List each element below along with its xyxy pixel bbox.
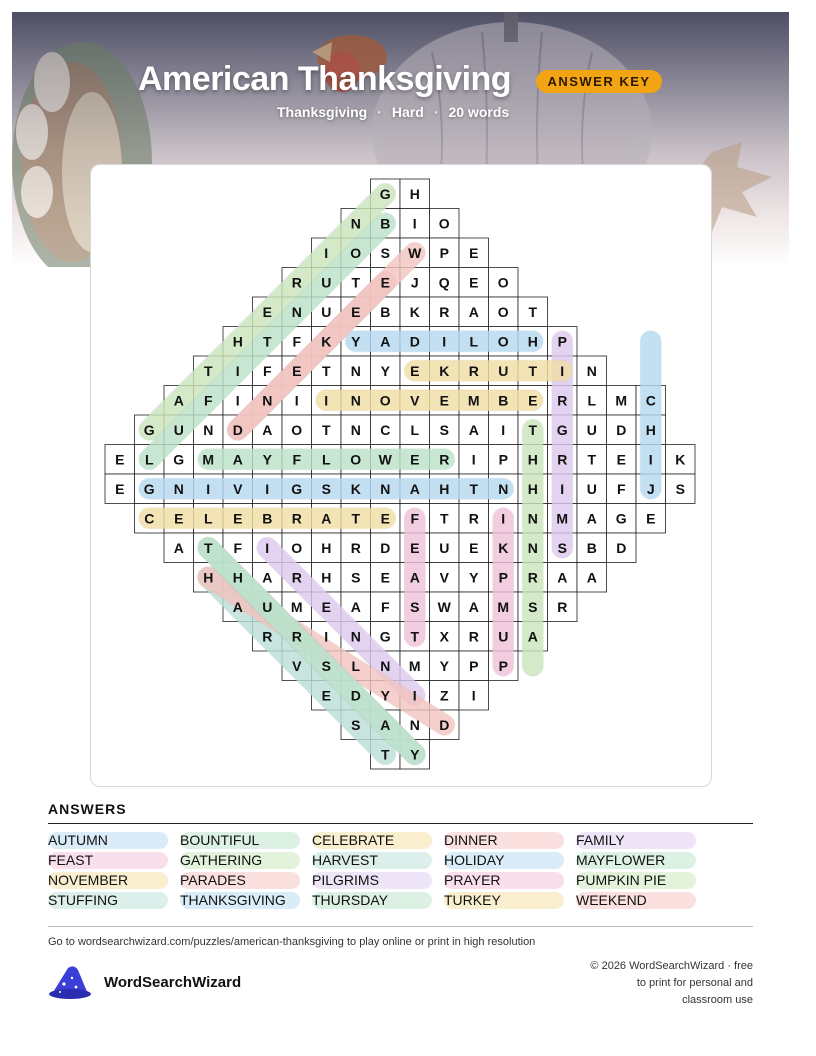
grid-letter: W bbox=[408, 244, 422, 261]
answer-label: FEAST bbox=[48, 852, 94, 868]
grid-letter: U bbox=[439, 539, 450, 556]
grid-letter: A bbox=[380, 716, 391, 733]
grid-letter: V bbox=[439, 569, 449, 586]
grid-letter: U bbox=[498, 628, 509, 645]
grid-letter: E bbox=[380, 510, 390, 527]
grid-letter: Y bbox=[380, 687, 390, 704]
grid-letter: H bbox=[439, 480, 450, 497]
grid-letter: B bbox=[262, 510, 273, 527]
grid-letter: Y bbox=[351, 333, 361, 350]
answer-item bbox=[444, 851, 576, 869]
grid-letter: O bbox=[291, 539, 303, 556]
grid-letter: P bbox=[498, 657, 508, 674]
grid-letter: U bbox=[321, 274, 332, 291]
grid-letter: Y bbox=[410, 746, 420, 763]
grid-letter: F bbox=[292, 451, 302, 468]
answer-label: HOLIDAY bbox=[444, 852, 505, 868]
grid-letter: A bbox=[380, 333, 391, 350]
grid-letter: O bbox=[350, 244, 362, 261]
grid-letter: W bbox=[378, 451, 392, 468]
grid-letter: R bbox=[291, 510, 302, 527]
answer-item bbox=[576, 871, 708, 889]
grid-letter: M bbox=[556, 510, 569, 527]
grid-letter: W bbox=[437, 598, 451, 615]
grid-letter: R bbox=[557, 451, 568, 468]
grid-letter: V bbox=[292, 657, 302, 674]
grid-letter: Y bbox=[262, 451, 272, 468]
grid-letter: O bbox=[497, 274, 509, 291]
grid-letter: B bbox=[586, 539, 597, 556]
grid-letter: E bbox=[380, 569, 390, 586]
grid-letter: A bbox=[468, 598, 479, 615]
grid-letter: H bbox=[527, 480, 538, 497]
grid-letter: I bbox=[560, 480, 565, 497]
grid-letter: Y bbox=[380, 362, 390, 379]
grid-letter: D bbox=[616, 539, 627, 556]
grid-letter: T bbox=[439, 510, 449, 527]
grid-letter: H bbox=[232, 333, 243, 350]
grid-letter: A bbox=[262, 421, 273, 438]
grid-letter: C bbox=[645, 392, 656, 409]
grid-letter: G bbox=[173, 451, 185, 468]
grid-letter: L bbox=[321, 451, 331, 468]
puzzle-card bbox=[90, 164, 712, 787]
grid-letter: L bbox=[351, 657, 361, 674]
grid-letter: R bbox=[291, 274, 302, 291]
grid-letter: N bbox=[380, 480, 391, 497]
grid-letter: K bbox=[350, 480, 361, 497]
grid-letter: E bbox=[469, 539, 479, 556]
answer-label: GATHERING bbox=[180, 852, 263, 868]
answer-item bbox=[312, 891, 444, 909]
answers-list bbox=[48, 831, 753, 909]
grid-letter: I bbox=[235, 362, 240, 379]
answer-item bbox=[444, 871, 576, 889]
answer-label: NOVEMBER bbox=[48, 872, 129, 888]
grid-letter: T bbox=[528, 303, 538, 320]
grid-letter: T bbox=[351, 510, 361, 527]
grid-letter: J bbox=[410, 274, 419, 291]
wizard-hat-icon bbox=[48, 964, 92, 1000]
copyright-text: © 2026 WordSearchWizard · free to print for personal and classroom use bbox=[590, 960, 753, 1006]
answer-label: HARVEST bbox=[312, 852, 378, 868]
answer-label: BOUNTIFUL bbox=[180, 832, 260, 848]
grid-letter: C bbox=[380, 421, 391, 438]
grid-letter: N bbox=[350, 215, 361, 232]
grid-letter: N bbox=[527, 539, 538, 556]
grid-letter: R bbox=[350, 539, 361, 556]
grid-letter: B bbox=[498, 392, 509, 409]
grid-letter: E bbox=[380, 274, 390, 291]
grid-letter: S bbox=[351, 569, 361, 586]
grid-letter: A bbox=[409, 569, 420, 586]
grid-letter: U bbox=[262, 598, 273, 615]
grid-letter: H bbox=[409, 185, 420, 202]
grid-letter: K bbox=[321, 333, 332, 350]
grid-letter: A bbox=[262, 569, 273, 586]
grid-letter: A bbox=[173, 539, 184, 556]
grid-letter: A bbox=[586, 569, 597, 586]
grid-letter: D bbox=[409, 333, 420, 350]
grid-letter: J bbox=[646, 480, 655, 497]
grid-letter: M bbox=[615, 392, 628, 409]
footer-link-text[interactable]: Go to wordsearchwizard.com/puzzles/american-thanksgiving to play online or print in high resolution bbox=[48, 936, 536, 948]
grid-letter: R bbox=[468, 628, 479, 645]
grid-letter: U bbox=[586, 421, 597, 438]
grid-letter: E bbox=[292, 362, 302, 379]
grid-letter: H bbox=[203, 569, 214, 586]
answer-label: FAMILY bbox=[576, 832, 625, 848]
grid-letter: X bbox=[439, 628, 449, 645]
grid-letter: H bbox=[527, 333, 538, 350]
answer-label: PUMPKIN PIE bbox=[576, 872, 667, 888]
grid-letter: T bbox=[262, 333, 272, 350]
grid-letter: R bbox=[291, 628, 302, 645]
grid-letter: P bbox=[557, 333, 567, 350]
grid-letter: V bbox=[410, 392, 420, 409]
grid-letter: M bbox=[497, 598, 510, 615]
answer-label: PRAYER bbox=[444, 872, 501, 888]
answer-item bbox=[576, 891, 708, 909]
grid-letter: T bbox=[203, 539, 213, 556]
answer-item bbox=[48, 871, 180, 889]
grid-letter: N bbox=[409, 716, 420, 733]
grid-letter: T bbox=[469, 480, 479, 497]
grid-letter: R bbox=[557, 598, 568, 615]
word-count-label: 20 words bbox=[448, 104, 510, 120]
grid-letter: L bbox=[203, 510, 213, 527]
grid-letter: I bbox=[265, 480, 270, 497]
grid-letter: I bbox=[501, 510, 506, 527]
grid-letter: E bbox=[616, 451, 626, 468]
grid-letter: T bbox=[587, 451, 597, 468]
grid-letter: L bbox=[469, 333, 479, 350]
grid-letter: I bbox=[442, 333, 447, 350]
grid-letter: A bbox=[468, 303, 479, 320]
grid-letter: S bbox=[380, 244, 390, 261]
grid-letter: N bbox=[527, 510, 538, 527]
grid-letter: E bbox=[233, 510, 243, 527]
grid-letter: A bbox=[409, 480, 420, 497]
grid-letter: N bbox=[262, 392, 273, 409]
brand-name: WordSearchWizard bbox=[104, 973, 242, 991]
grid-letter: E bbox=[439, 392, 449, 409]
page-title: American Thanksgiving bbox=[138, 60, 512, 98]
grid-letter: R bbox=[557, 392, 568, 409]
grid-letter: N bbox=[291, 303, 302, 320]
answers-heading: ANSWERS bbox=[48, 801, 127, 817]
answer-item bbox=[180, 891, 312, 909]
grid-letter: N bbox=[586, 362, 597, 379]
grid-letter: E bbox=[351, 303, 361, 320]
theme-label: Thanksgiving bbox=[277, 104, 368, 120]
grid-letter: M bbox=[202, 451, 215, 468]
grid-letter: R bbox=[468, 362, 479, 379]
grid-letter: N bbox=[173, 480, 184, 497]
grid-letter: P bbox=[498, 569, 508, 586]
grid-letter: E bbox=[469, 244, 479, 261]
grid-letter: N bbox=[350, 362, 361, 379]
grid-letter: S bbox=[410, 598, 420, 615]
answer-label: PILGRIMS bbox=[312, 872, 379, 888]
answer-item bbox=[444, 891, 576, 909]
grid-letter: E bbox=[646, 510, 656, 527]
grid-letter: K bbox=[675, 451, 686, 468]
grid-letter: E bbox=[410, 362, 420, 379]
meta-separator: · bbox=[377, 104, 382, 120]
grid-letter: E bbox=[321, 598, 331, 615]
answer-label: THANKSGIVING bbox=[180, 892, 286, 908]
grid-letter: I bbox=[412, 215, 417, 232]
grid-letter: D bbox=[616, 421, 627, 438]
word-search-grid bbox=[91, 165, 713, 788]
grid-letter: C bbox=[144, 510, 155, 527]
grid-letter: L bbox=[587, 392, 597, 409]
grid-letter: O bbox=[497, 333, 509, 350]
grid-letter: N bbox=[203, 421, 214, 438]
grid-letter: S bbox=[439, 421, 449, 438]
answer-label: MAYFLOWER bbox=[576, 852, 666, 868]
answer-item bbox=[48, 831, 180, 849]
grid-letter: T bbox=[321, 421, 331, 438]
answer-item bbox=[576, 851, 708, 869]
difficulty-label: Hard bbox=[391, 104, 424, 120]
grid-letter: T bbox=[351, 274, 361, 291]
grid-letter: G bbox=[379, 185, 391, 202]
grid-letter: O bbox=[497, 303, 509, 320]
grid-letter: S bbox=[557, 539, 567, 556]
grid-letter: F bbox=[292, 333, 302, 350]
grid-letter: G bbox=[556, 421, 568, 438]
grid-letter: P bbox=[439, 244, 449, 261]
grid-letter: E bbox=[410, 539, 420, 556]
grid-letter: B bbox=[380, 215, 391, 232]
answer-item bbox=[180, 851, 312, 869]
grid-letter: R bbox=[468, 510, 479, 527]
grid-letter: A bbox=[557, 569, 568, 586]
grid-letter: I bbox=[265, 539, 270, 556]
grid-letter: M bbox=[290, 598, 303, 615]
grid-letter: S bbox=[351, 716, 361, 733]
grid-letter: E bbox=[115, 480, 125, 497]
grid-letter: I bbox=[560, 362, 565, 379]
brand[interactable] bbox=[48, 964, 241, 1000]
grid-letter: N bbox=[350, 392, 361, 409]
grid-letter: A bbox=[173, 392, 184, 409]
answer-label: TURKEY bbox=[444, 892, 501, 908]
answer-item bbox=[312, 871, 444, 889]
grid-letter: P bbox=[498, 451, 508, 468]
grid-letter: I bbox=[235, 392, 240, 409]
answer-label: WEEKEND bbox=[576, 892, 647, 908]
grid-letter: Y bbox=[469, 569, 479, 586]
footer-divider bbox=[48, 926, 753, 927]
grid-letter: E bbox=[410, 451, 420, 468]
answer-item bbox=[312, 851, 444, 869]
grid-letter: R bbox=[291, 569, 302, 586]
answer-label: PARADES bbox=[180, 872, 246, 888]
grid-letter: H bbox=[321, 569, 332, 586]
grid-letter: K bbox=[409, 303, 420, 320]
grid-letter: M bbox=[467, 392, 480, 409]
grid-letter: E bbox=[174, 510, 184, 527]
grid-letter: R bbox=[439, 303, 450, 320]
grid-letter: I bbox=[324, 628, 329, 645]
answer-item bbox=[180, 831, 312, 849]
grid-letter: G bbox=[379, 628, 391, 645]
grid-letter: F bbox=[262, 362, 272, 379]
grid-letter: T bbox=[528, 421, 538, 438]
grid-letter: I bbox=[324, 244, 329, 261]
grid-letter: F bbox=[380, 598, 390, 615]
grid-letter: R bbox=[527, 569, 538, 586]
grid-letter: D bbox=[439, 716, 450, 733]
grid-letter: U bbox=[586, 480, 597, 497]
grid-letter: U bbox=[173, 421, 184, 438]
grid-letter: O bbox=[350, 451, 362, 468]
grid-letter: E bbox=[115, 451, 125, 468]
grid-letter: M bbox=[408, 657, 421, 674]
answer-label: DINNER bbox=[444, 832, 498, 848]
grid-letter: H bbox=[232, 569, 243, 586]
grid-letter: L bbox=[410, 421, 420, 438]
grid-letter: U bbox=[498, 362, 509, 379]
grid-letter: E bbox=[262, 303, 272, 320]
grid-letter: Z bbox=[439, 687, 449, 704]
answer-item bbox=[312, 831, 444, 849]
grid-letter: D bbox=[350, 687, 361, 704]
grid-letter: S bbox=[321, 657, 331, 674]
grid-letter: V bbox=[233, 480, 243, 497]
grid-letter: I bbox=[501, 421, 506, 438]
grid-letter: I bbox=[412, 687, 417, 704]
meta-separator: · bbox=[433, 104, 439, 120]
answer-item bbox=[48, 891, 180, 909]
answer-label: CELEBRATE bbox=[312, 832, 395, 848]
grid-letter: N bbox=[498, 480, 509, 497]
grid-letter: S bbox=[675, 480, 685, 497]
grid-letter: G bbox=[143, 480, 155, 497]
grid-letter: E bbox=[528, 392, 538, 409]
grid-letter: N bbox=[350, 628, 361, 645]
grid-letter: U bbox=[321, 303, 332, 320]
grid-letter: F bbox=[203, 392, 213, 409]
grid-letter: D bbox=[380, 539, 391, 556]
grid-letter: A bbox=[321, 510, 332, 527]
grid-letter: K bbox=[498, 539, 509, 556]
grid-letter: O bbox=[291, 421, 303, 438]
grid-letter: Y bbox=[439, 657, 449, 674]
grid-letter: A bbox=[232, 451, 243, 468]
grid-letter: F bbox=[233, 539, 243, 556]
grid-letter: H bbox=[527, 451, 538, 468]
answers-divider bbox=[48, 823, 753, 824]
grid-letter: T bbox=[321, 362, 331, 379]
grid-letter: A bbox=[232, 598, 243, 615]
grid-letter: T bbox=[410, 628, 420, 645]
grid-letter: A bbox=[350, 598, 361, 615]
grid-letter: G bbox=[615, 510, 627, 527]
answer-label: AUTUMN bbox=[48, 832, 108, 848]
grid-letter: Q bbox=[438, 274, 450, 291]
grid-letter: I bbox=[324, 392, 329, 409]
grid-letter: D bbox=[232, 421, 243, 438]
grid-letter: O bbox=[438, 215, 450, 232]
grid-letter: A bbox=[527, 628, 538, 645]
answer-item bbox=[576, 831, 708, 849]
answer-label: THURSDAY bbox=[312, 892, 388, 908]
grid-letter: I bbox=[206, 480, 211, 497]
grid-letter: G bbox=[143, 421, 155, 438]
grid-letter: T bbox=[380, 746, 390, 763]
grid-letter: I bbox=[294, 392, 299, 409]
grid-letter: T bbox=[528, 362, 538, 379]
grid-letter: P bbox=[469, 657, 479, 674]
grid-letter: S bbox=[528, 598, 538, 615]
answer-item bbox=[48, 851, 180, 869]
grid-letter: H bbox=[321, 539, 332, 556]
grid-letter: L bbox=[144, 451, 154, 468]
grid-letter: A bbox=[586, 510, 597, 527]
grid-letter: I bbox=[471, 687, 476, 704]
grid-letter: E bbox=[321, 687, 331, 704]
grid-letter: E bbox=[469, 274, 479, 291]
grid-letter: T bbox=[203, 362, 213, 379]
grid-letter: F bbox=[410, 510, 420, 527]
grid-letter: O bbox=[379, 392, 391, 409]
grid-letter: R bbox=[262, 628, 273, 645]
grid-letter: K bbox=[439, 362, 450, 379]
puzzle-meta bbox=[277, 104, 509, 120]
grid-letter: A bbox=[468, 421, 479, 438]
grid-letter: G bbox=[291, 480, 303, 497]
grid-letter: N bbox=[350, 421, 361, 438]
grid-letter: I bbox=[471, 451, 476, 468]
grid-letter: F bbox=[616, 480, 626, 497]
grid-letter: H bbox=[645, 421, 656, 438]
answer-item bbox=[180, 871, 312, 889]
grid-letter: S bbox=[321, 480, 331, 497]
grid-letter: N bbox=[380, 657, 391, 674]
grid-letter: B bbox=[380, 303, 391, 320]
grid-letter: I bbox=[648, 451, 653, 468]
answer-key-badge: ANSWER KEY bbox=[536, 70, 662, 93]
answer-label: STUFFING bbox=[48, 892, 118, 908]
grid-letter: R bbox=[439, 451, 450, 468]
answer-item bbox=[444, 831, 576, 849]
